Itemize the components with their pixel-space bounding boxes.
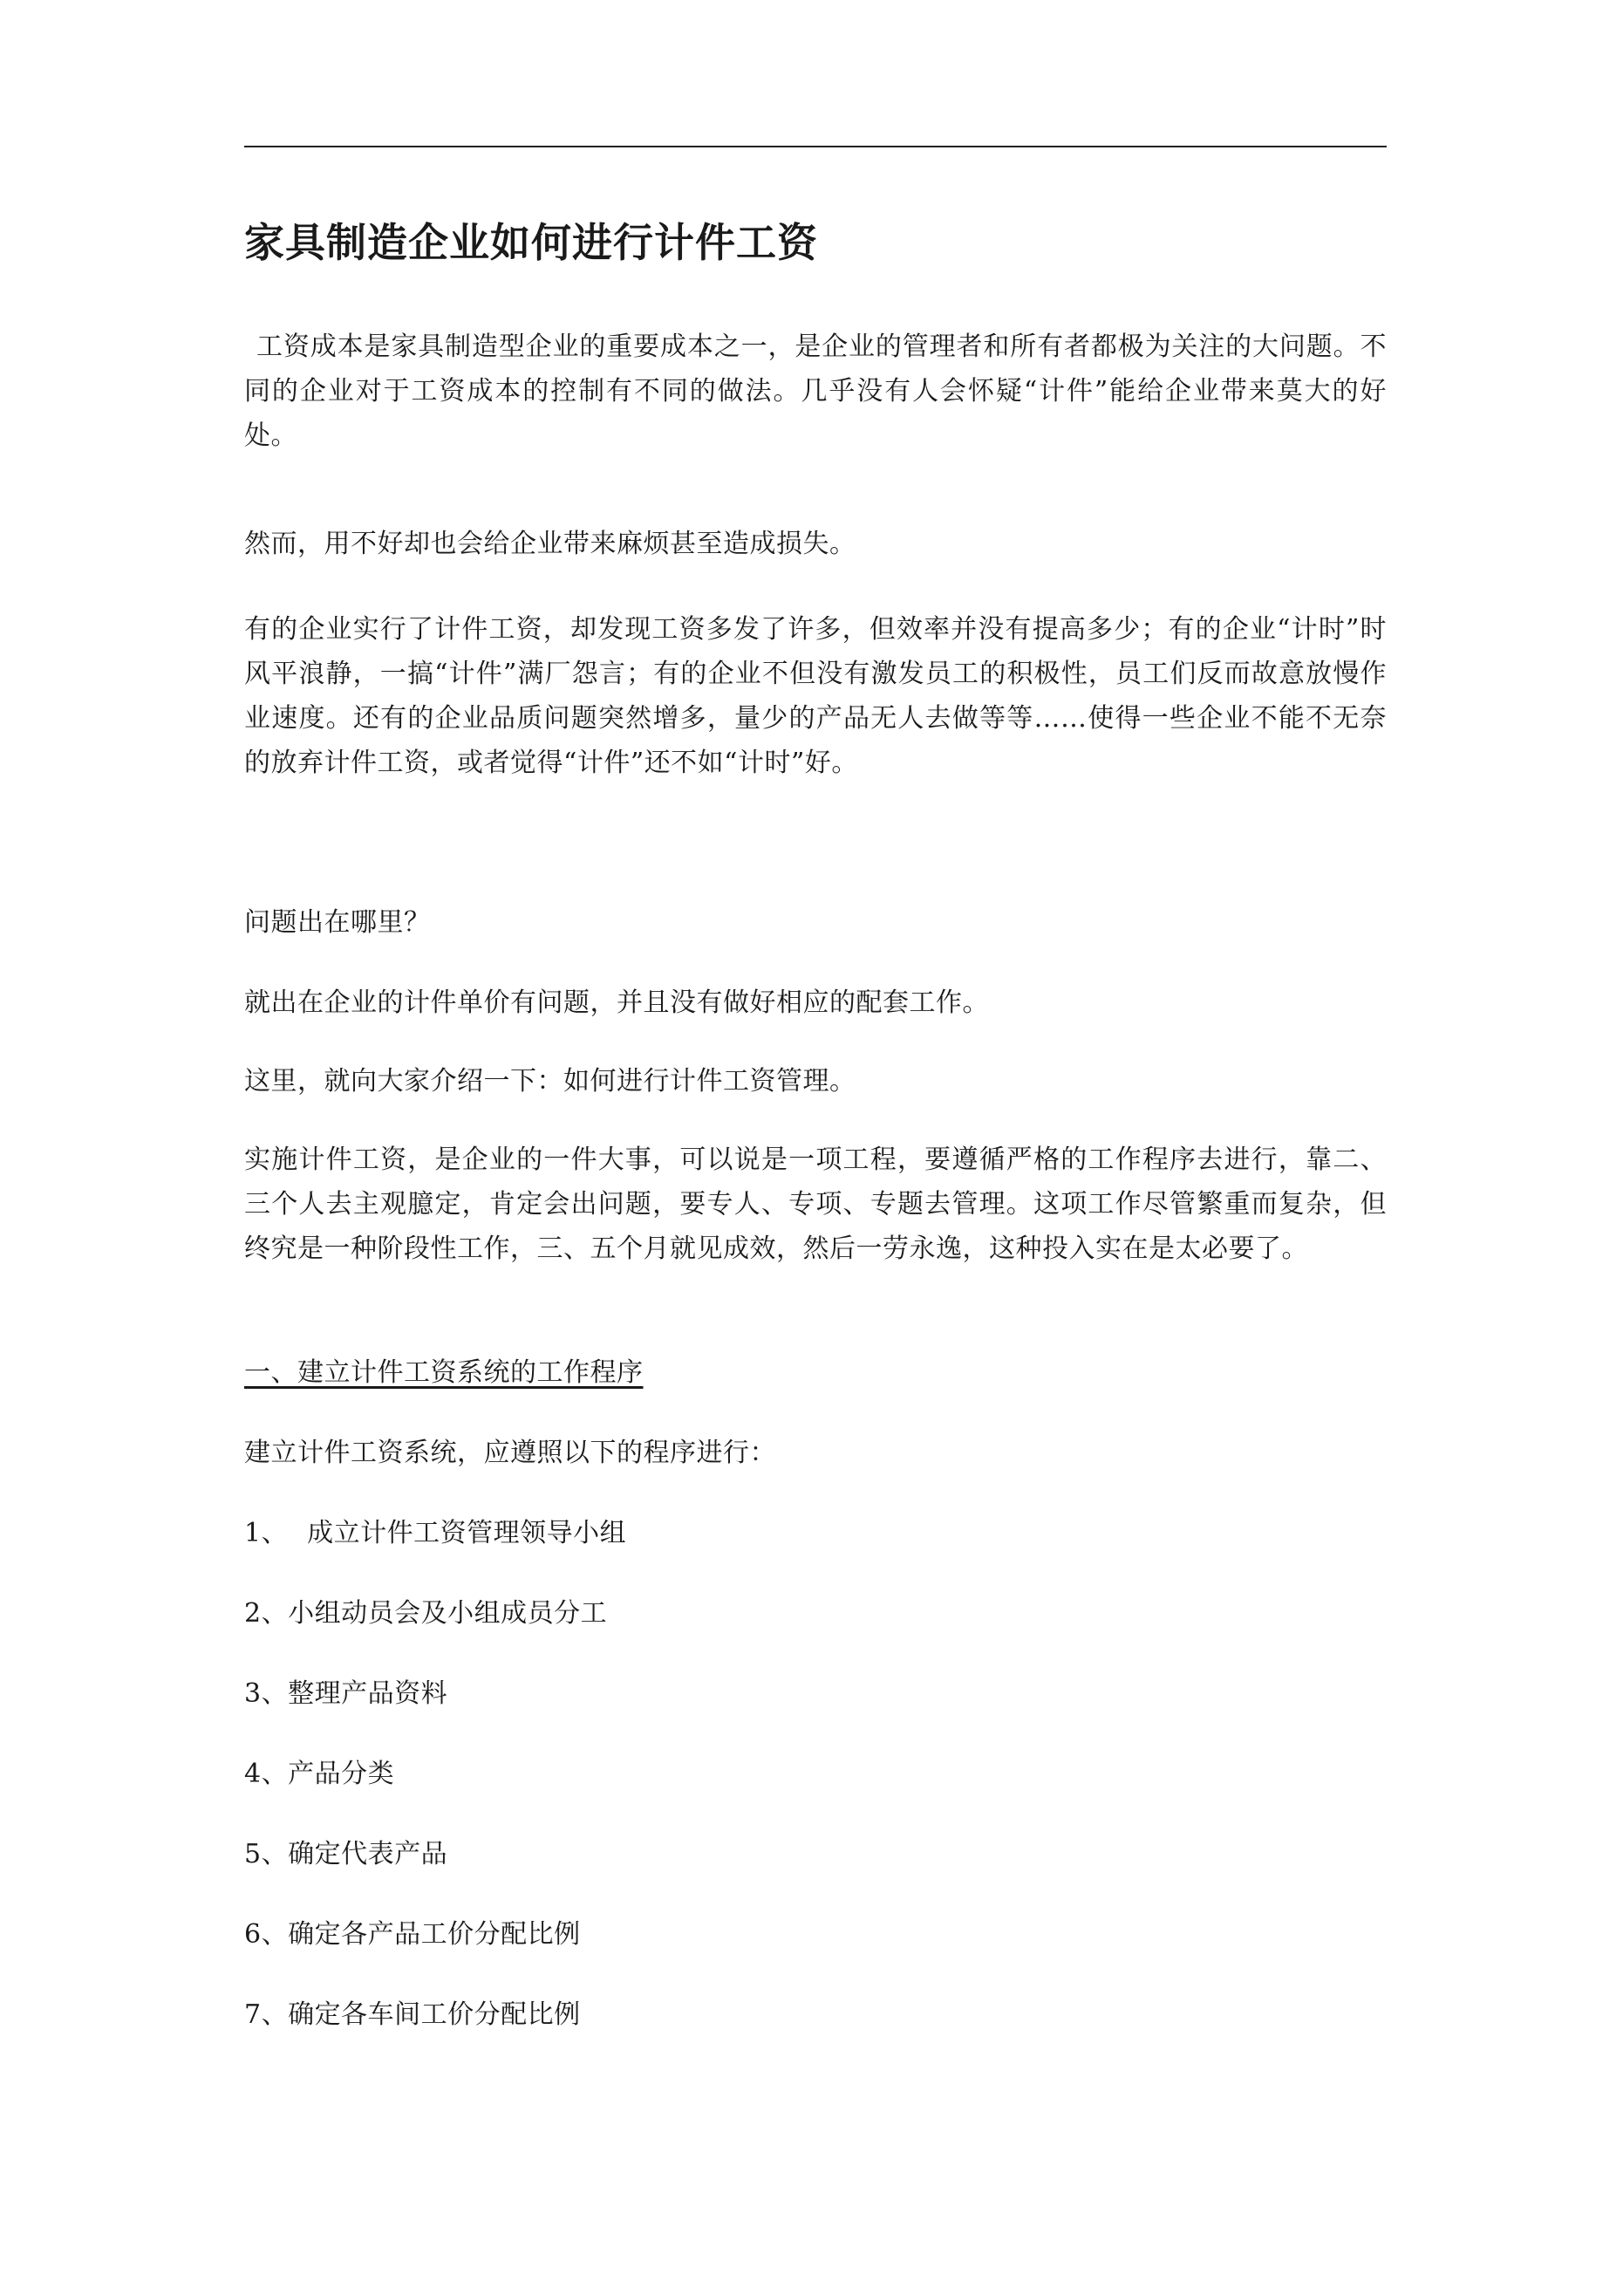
list-item xyxy=(244,1752,394,1796)
list-item-text: 成立计件工资管理领导小组 xyxy=(307,1518,627,1548)
paragraph-intro: 工资成本是家具制造型企业的重要成本之一，是企业的管理者和所有者都极为关注的大问题。不同的企业对于工资成本的控制有不同的做法。几乎没有人会怀疑“计件”能给企业带来莫大的好处。 xyxy=(244,331,1387,451)
list-item-text: 确定代表产品 xyxy=(288,1839,448,1869)
list-item-number: 1、 xyxy=(244,1518,289,1548)
paragraph-introduction: 这里，就向大家介绍一下：如何进行计件工资管理。 xyxy=(244,1066,856,1097)
section-intro: 建立计件工资系统，应遵照以下的程序进行： xyxy=(244,1438,776,1468)
list-item-number: 2、 xyxy=(244,1598,289,1629)
section-heading: 一、建立计件工资系统的工作程序 xyxy=(244,1357,644,1388)
list-item-text: 确定各车间工价分配比例 xyxy=(288,1999,581,2030)
paragraph-problems: 有的企业实行了计件工资，却发现工资多发了许多，但效率并没有提高多少；有的企业“计时”时风平浪静，一搞“计件”满厂怨言；有的企业不但没有激发员工的积极性，员工们反而故意放慢作业速度。还有的企业品质问题突然增多，量少的产品无人去做等等……使得一些企业不能不无奈的放弃计件工资，或者觉得“计件”还不如“计时”好。 xyxy=(244,614,1387,778)
list-item-number: 5、 xyxy=(244,1839,289,1869)
list-item-text: 整理产品资料 xyxy=(288,1678,448,1709)
paragraph-answer: 就出在企业的计件单价有问题，并且没有做好相应的配套工作。 xyxy=(244,987,989,1018)
header-rule xyxy=(244,146,1387,147)
list-item-text: 确定各产品工价分配比例 xyxy=(288,1919,581,1950)
document-title: 家具制造企业如何进行计件工资 xyxy=(244,219,818,266)
list-item-number: 6、 xyxy=(244,1919,289,1950)
list-item-number: 4、 xyxy=(244,1759,289,1789)
list-item-text: 小组动员会及小组成员分工 xyxy=(288,1598,608,1629)
list-item xyxy=(244,1671,447,1716)
list-item-number: 3、 xyxy=(244,1678,289,1709)
list-item xyxy=(244,1832,447,1876)
list-item xyxy=(244,1992,581,2037)
list-item xyxy=(244,1591,607,1636)
paragraph-however: 然而，用不好却也会给企业带来麻烦甚至造成损失。 xyxy=(244,529,856,559)
list-item xyxy=(244,1511,626,1555)
list-item xyxy=(244,1912,581,1957)
paragraph-question: 问题出在哪里？ xyxy=(244,907,431,938)
list-item-text: 产品分类 xyxy=(288,1759,395,1789)
list-item-number: 7、 xyxy=(244,1999,289,2030)
paragraph-implementation: 实施计件工资，是企业的一件大事，可以说是一项工程，要遵循严格的工作程序去进行，靠二、三个人去主观臆定，肯定会出问题，要专人、专项、专题去管理。这项工作尽管繁重而复杂，但终究是一种阶段性工作，三、五个月就见成效，然后一劳永逸，这种投入实在是太必要了。 xyxy=(244,1145,1387,1264)
